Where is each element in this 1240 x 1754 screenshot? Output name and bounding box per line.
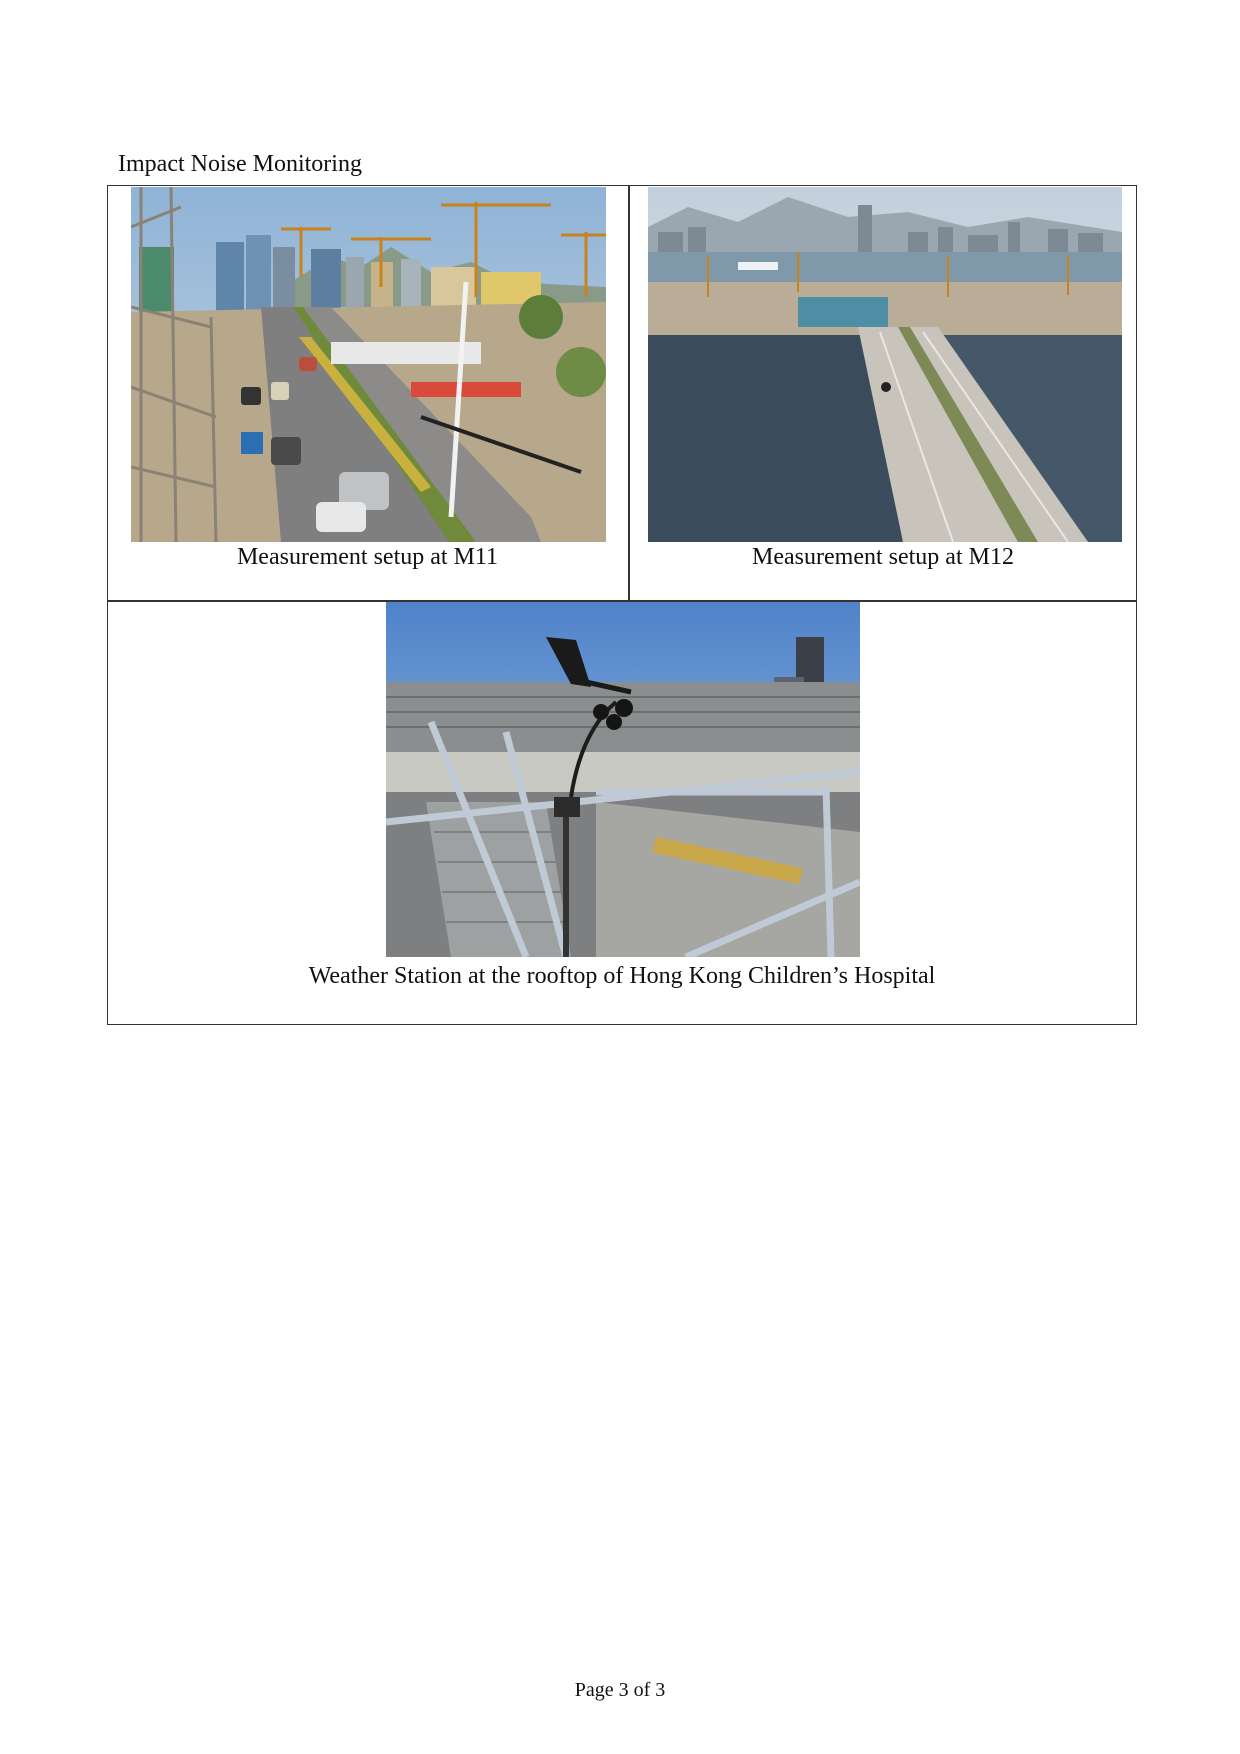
photo-m12-harbour-promenade	[648, 187, 1122, 542]
caption-m11: Measurement setup at M11	[236, 544, 499, 570]
caption-m12: Measurement setup at M12	[752, 544, 1014, 570]
photo-weather-station-rooftop	[386, 602, 860, 957]
caption-weather-station: Weather Station at the rooftop of Hong Kong Children’s Hospital	[308, 963, 936, 989]
photo-m11-construction-road	[131, 187, 606, 542]
section-title: Impact Noise Monitoring	[118, 151, 362, 177]
table-divider-vertical	[628, 185, 630, 600]
page-number: Page 3 of 3	[574, 1679, 666, 1701]
